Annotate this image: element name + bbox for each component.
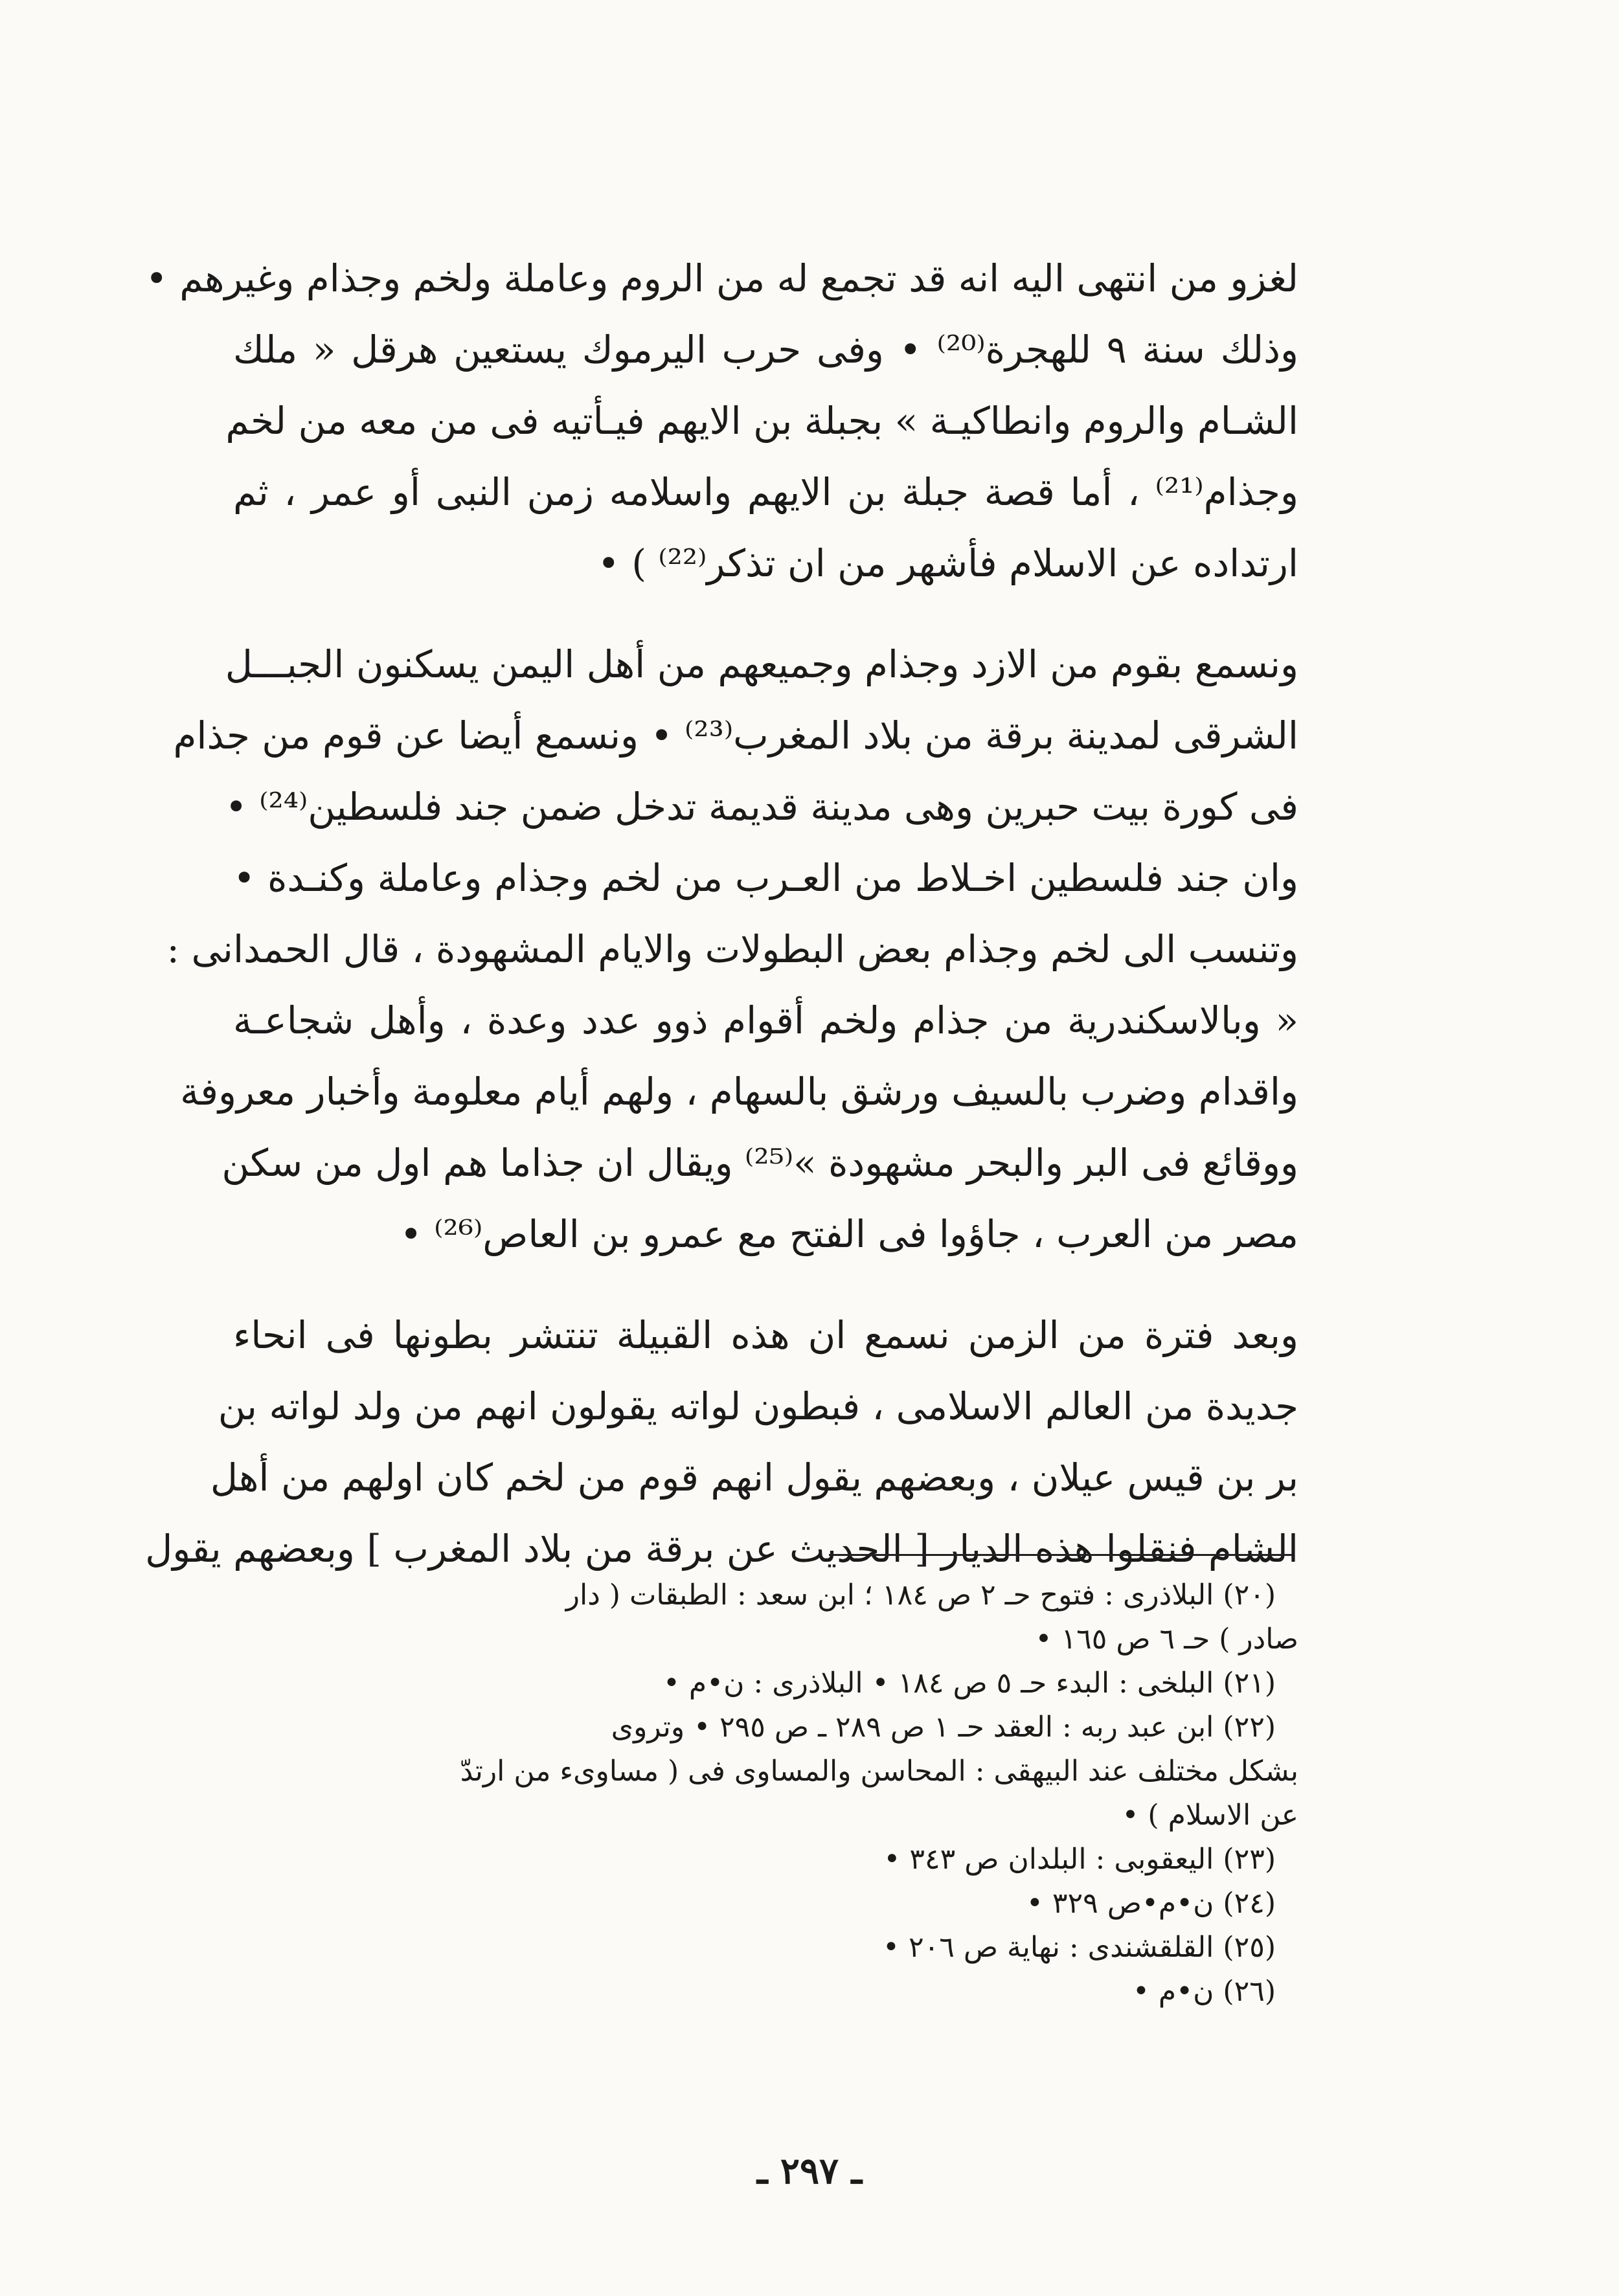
footnote-line: (٢٣) اليعقوبى : البلدان ص ٣٤٣ • — [883, 1843, 1276, 1876]
body-text — [145, 243, 1298, 1584]
text-line: وتنسب الى لخم وجذام بعض البطولات والايام المشهودة ، قال الحمدانى : — [166, 927, 1298, 971]
footnote-line: بشكل مختلف عند البيهقى : المحاسن والمساوى فى ( مساوىء من ارتدّ — [460, 1755, 1298, 1788]
text-line: ووقائع فى البر والبحر مشهودة »⁽²⁵⁾ ويقال ان جذاما هم اول من سكن — [221, 1141, 1298, 1185]
text-line: الشرقى لمدينة برقة من بلاد المغرب⁽²³⁾ • ونسمع أيضا عن قوم من جذام — [173, 714, 1298, 758]
paragraph-2 — [166, 629, 1298, 1270]
footnote-line: (٢٥) القلقشندى : نهاية ص ٢٠٦ • — [883, 1931, 1276, 1964]
paragraph-1 — [145, 243, 1298, 599]
paragraph-spacer — [233, 599, 1298, 629]
text-line: فى كورة بيت حبرين وهى مدينة قديمة تدخل ضمن جند فلسطين⁽²⁴⁾ • — [225, 785, 1298, 829]
footnote-line: عن الاسلام ) • — [1122, 1799, 1298, 1832]
text-line: مصر من العرب ، جاؤوا فى الفتح مع عمرو بن العاص⁽²⁶⁾ • — [400, 1212, 1298, 1256]
paragraph-spacer — [233, 1270, 1298, 1300]
text-line: الشـام والروم وانطاكيـة » بجبلة بن الايهم فيـأتيه فى من معه من لخم — [225, 399, 1298, 443]
text-line: واقدام وضرب بالسيف ورشق بالسهام ، ولهم أيام معلومة وأخبار معروفة — [180, 1070, 1298, 1114]
footnote-line: (٢١) البلخى : البدء حـ ٥ ص ١٨٤ • البلاذرى : ن•م • — [662, 1667, 1276, 1700]
text-line: بر بن قيس عيلان ، وبعضهم يقول انهم قوم من لخم كان اولهم من أهل — [210, 1456, 1298, 1500]
footnote-line: صادر ) حـ ٦ ص ١٦٥ • — [1035, 1623, 1298, 1656]
page-number: ـ ٢٩٧ ـ — [756, 2150, 863, 2192]
text-line: جديدة من العالم الاسلامى ، فبطون لواته يقولون انهم من ولد لواته بن — [218, 1384, 1298, 1428]
text-line: وبعد فترة من الزمن نسمع ان هذه القبيلة تنتشر بطونها فى انحاء — [233, 1313, 1298, 1357]
footnote-line: (٢٠) البلاذرى : فتوح حـ ٢ ص ١٨٤ ؛ ابن سعد : الطبقات ( دار — [565, 1579, 1276, 1612]
text-line: وذلك سنة ٩ للهجرة⁽²⁰⁾ • وفى حرب اليرموك يستعين هرقل « ملك — [233, 328, 1298, 372]
text-line: وجذام⁽²¹⁾ ، أما قصة جبلة بن الايهم واسلامه زمن النبى أو عمر ، ثم — [233, 470, 1298, 514]
text-line: الشام فنقلوا هذه الديار [ الحديث عن برقة من بلاد المغرب ] وبعضهم يقول — [145, 1527, 1298, 1571]
paragraph-3 — [145, 1300, 1298, 1584]
text-line: ارتداده عن الاسلام فأشهر من ان تذكر⁽²²⁾ ) • — [597, 541, 1298, 585]
text-line: لغزو من انتهى اليه انه قد تجمع له من الروم وعاملة ولخم وجذام وغيرهم • — [145, 256, 1298, 300]
text-line: ونسمع بقوم من الازد وجذام وجميعهم من أهل اليمن يسكنون الجبـــل — [225, 642, 1298, 686]
footnotes — [233, 1573, 1298, 2014]
footnote-line: (٢٤) ن•م•ص ٣٢٩ • — [1026, 1887, 1276, 1920]
footnote-divider — [829, 1554, 1292, 1556]
footnote-line: (٢٦) ن•م • — [1132, 1975, 1276, 2008]
text-line: وان جند فلسطين اخـلاط من العـرب من لخم وجذام وعاملة وكنـدة • — [233, 856, 1298, 900]
footnote-line: (٢٢) ابن عبد ربه : العقد حـ ١ ص ٢٨٩ ـ ص ٢٩٥ • وتروى — [611, 1711, 1276, 1744]
text-line: « وبالاسكندرية من جذام ولخم أقوام ذوو عدد وعدة ، وأهل شجاعـة — [233, 998, 1298, 1042]
